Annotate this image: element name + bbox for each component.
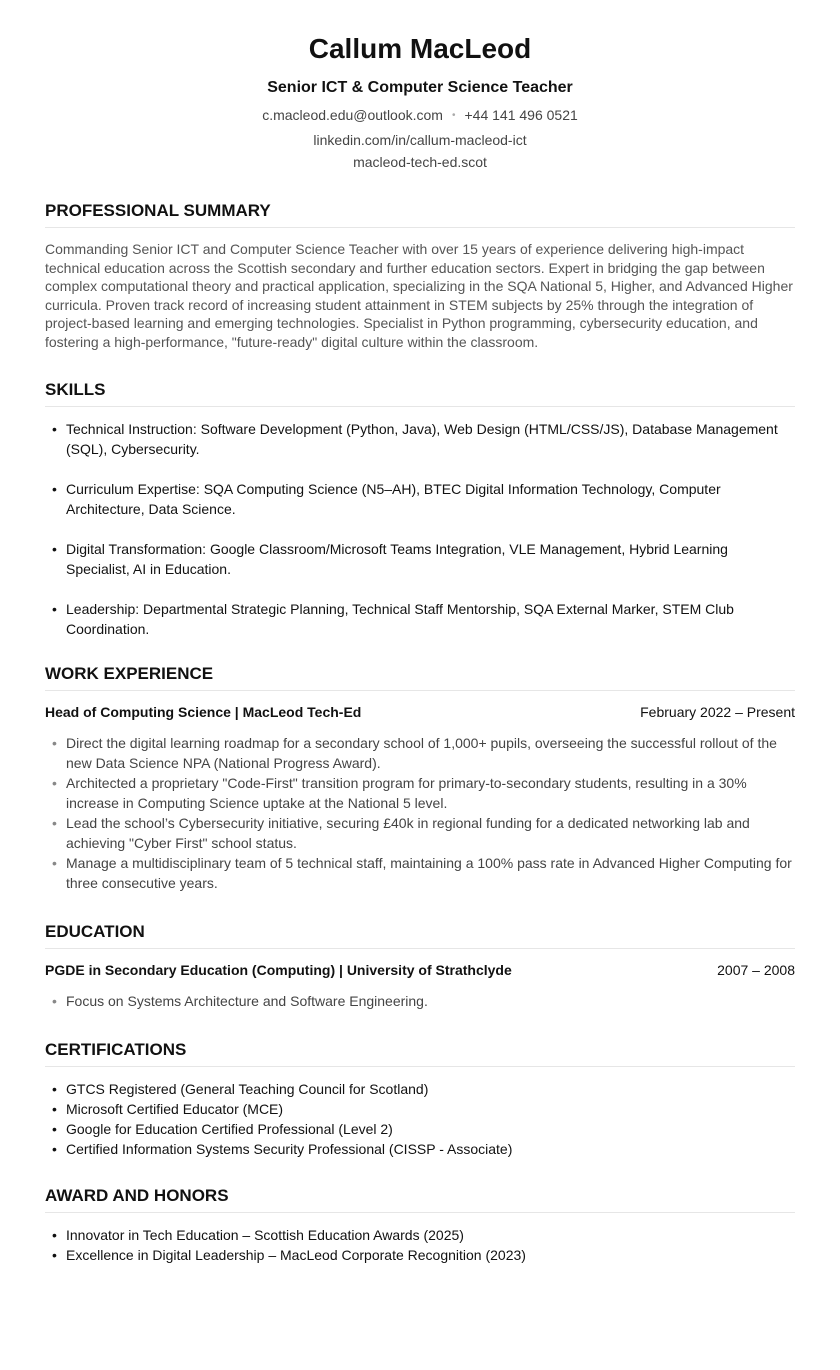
section-heading-education: EDUCATION [45,921,795,949]
certification-item: • GTCS Registered (General Teaching Council for Scotland) [45,1079,795,1099]
candidate-title: Senior ICT & Computer Science Teacher [267,79,573,96]
education-header [45,961,795,979]
resume-header [0,0,840,173]
experience-section [45,663,795,893]
certification-item: • Google for Education Certified Professional (Level 2) [45,1119,795,1139]
summary-section [45,200,795,351]
job-bullet: • Lead the school’s Cybersecurity initiative, securing £40k in regional funding for a dedicated networking lab and achieving "Cyber First" school status. [45,813,795,853]
job-bullets [45,733,795,893]
website-link[interactable]: macleod-tech-ed.scot [353,154,487,170]
education-bullet: • Focus on Systems Architecture and Software Engineering. [45,991,795,1011]
skill-item: • Leadership: Departmental Strategic Planning, Technical Staff Mentorship, SQA External Marker, STEM Club Coordination. [45,599,795,639]
awards-section [45,1185,795,1265]
degree-title: PGDE in Secondary Education (Computing) | University of Strathclyde [45,962,512,978]
section-heading-experience: WORK EXPERIENCE [45,663,795,691]
education-bullets [45,991,795,1011]
candidate-name: Callum MacLeod [308,33,532,64]
certifications-section [45,1039,795,1159]
job-date: February 2022 – Present [640,704,795,720]
skill-item: • Digital Transformation: Google Classroom/Microsoft Teams Integration, VLE Management, Hybrid Learning Specialist, AI in Education. [45,539,795,579]
section-heading-skills: SKILLS [45,379,795,407]
job-header [45,703,795,721]
skills-section [45,379,795,659]
section-heading-certifications: CERTIFICATIONS [45,1039,795,1067]
skills-list [45,419,795,639]
job-bullet: • Architected a proprietary "Code-First" transition program for primary-to-secondary students, resulting in a 30% increase in Computing Science uptake at the National 5 level. [45,773,795,813]
certification-item: • Certified Information Systems Security Professional (CISSP - Associate) [45,1139,795,1159]
section-heading-summary: PROFESSIONAL SUMMARY [45,200,795,228]
contact-row [0,104,840,129]
certification-item: • Microsoft Certified Educator (MCE) [45,1099,795,1119]
job-bullet: • Direct the digital learning roadmap for a secondary school of 1,000+ pupils, overseeing the successful rollout of the new Data Science NPA (National Progress Award). [45,733,795,773]
certifications-list [45,1079,795,1159]
award-item: • Innovator in Tech Education – Scottish Education Awards (2025) [45,1225,795,1245]
phone-number[interactable]: +44 141 496 0521 [464,107,578,123]
job-bullet: • Manage a multidisciplinary team of 5 technical staff, maintaining a 100% pass rate in Advanced Higher Computing for three consecutive years. [45,853,795,893]
awards-list [45,1225,795,1265]
linkedin-link[interactable]: linkedin.com/in/callum-macleod-ict [313,132,527,148]
contact-separator: • [451,110,456,121]
job-title: Head of Computing Science | MacLeod Tech-Ed [45,704,362,720]
degree-date: 2007 – 2008 [717,962,795,978]
skill-item: • Technical Instruction: Software Development (Python, Java), Web Design (HTML/CSS/JS), Database Management (SQL), Cybersecurity. [45,419,795,459]
summary-text: Commanding Senior ICT and Computer Science Teacher with over 15 years of experience delivering high-impact technical education across the Scottish secondary and further education sectors. Expert in bridging the gap between complex computational theory and practical application, specializing in the SQA National 5, Higher, and Advanced Higher curricula. Proven track record of increasing student attainment in STEM subjects by 25% through the integration of project-based learning and emerging technologies. Specialist in Python programming, cybersecurity education, and fostering a high-performance, "future-ready" digital culture within the classroom. [45,241,793,350]
education-section [45,921,795,1011]
skill-item: • Curriculum Expertise: SQA Computing Science (N5–AH), BTEC Digital Information Technology, Computer Architecture, Data Science. [45,479,795,519]
email-link[interactable]: c.macleod.edu@outlook.com [262,107,443,123]
award-item: • Excellence in Digital Leadership – MacLeod Corporate Recognition (2023) [45,1245,795,1265]
section-heading-awards: AWARD AND HONORS [45,1185,795,1213]
